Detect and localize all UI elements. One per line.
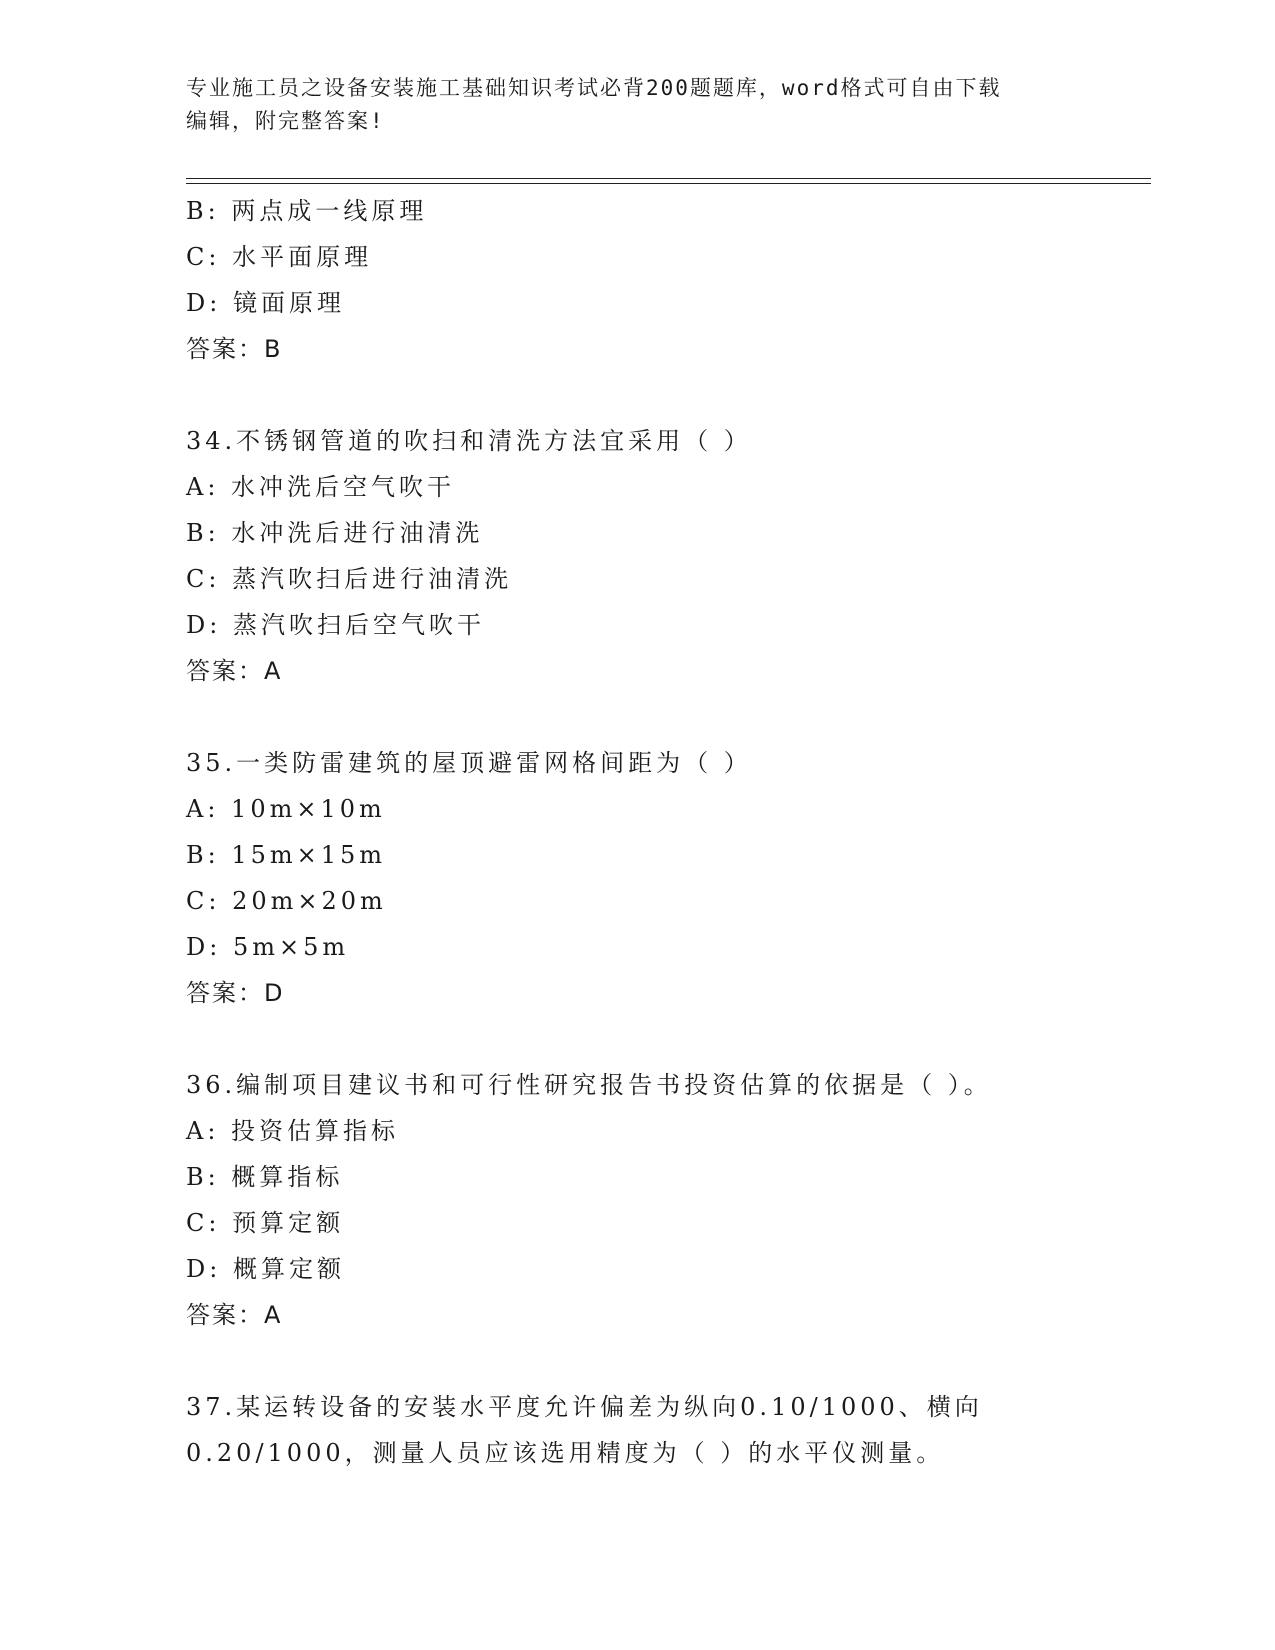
question-stem: 34.不锈钢管道的吹扫和清洗方法宜采用（ ）: [186, 427, 752, 455]
header-divider-bottom: [186, 183, 1151, 184]
option-b: B: 15m×15m: [186, 841, 387, 869]
question-33-continuation: [186, 188, 1151, 372]
header-divider-top: [186, 178, 1151, 179]
option-d: D: 镜面原理: [186, 289, 345, 317]
answer-line: 答案：B: [186, 335, 283, 363]
question-stem: 36.编制项目建议书和可行性研究报告书投资估算的依据是（ ）。: [186, 1071, 992, 1099]
question-37: [186, 1384, 1151, 1476]
spacer: [186, 1338, 1151, 1384]
question-35: [186, 740, 1151, 1016]
option-b: B: 概算指标: [186, 1163, 344, 1191]
question-36: [186, 1062, 1151, 1338]
document-header: [186, 72, 1066, 138]
answer-line: 答案：D: [186, 979, 285, 1007]
option-d: D: 概算定额: [186, 1255, 345, 1283]
spacer: [186, 694, 1151, 740]
option-c: C: 蒸汽吹扫后进行油清洗: [186, 565, 513, 593]
header-title-line-2: 编辑，附完整答案!: [186, 109, 385, 133]
option-b: B: 两点成一线原理: [186, 197, 428, 225]
option-c: C: 水平面原理: [186, 243, 373, 271]
spacer: [186, 1016, 1151, 1062]
question-stem-line-1: 37.某运转设备的安装水平度允许偏差为纵向0.10/1000、横向: [186, 1393, 983, 1421]
answer-line: 答案：A: [186, 1301, 283, 1329]
option-d: D: 蒸汽吹扫后空气吹干: [186, 611, 485, 639]
spacer: [186, 372, 1151, 418]
option-c: C: 20m×20m: [186, 887, 387, 915]
option-c: C: 预算定额: [186, 1209, 345, 1237]
option-d: D: 5m×5m: [186, 933, 350, 961]
header-title-line-1: 专业施工员之设备安装施工基础知识考试必背200题题库，word格式可自由下载: [186, 76, 1002, 100]
option-a: A: 水冲洗后空气吹干: [186, 473, 456, 501]
question-stem: 35.一类防雷建筑的屋顶避雷网格间距为（ ）: [186, 749, 752, 777]
option-a: A: 10m×10m: [186, 795, 386, 823]
question-stem-line-2: 0.20/1000，测量人员应该选用精度为（ ）的水平仪测量。: [186, 1439, 945, 1467]
answer-line: 答案：A: [186, 657, 283, 685]
option-a: A: 投资估算指标: [186, 1117, 400, 1145]
option-b: B: 水冲洗后进行油清洗: [186, 519, 484, 547]
question-34: [186, 418, 1151, 694]
question-list: [186, 188, 1151, 1476]
